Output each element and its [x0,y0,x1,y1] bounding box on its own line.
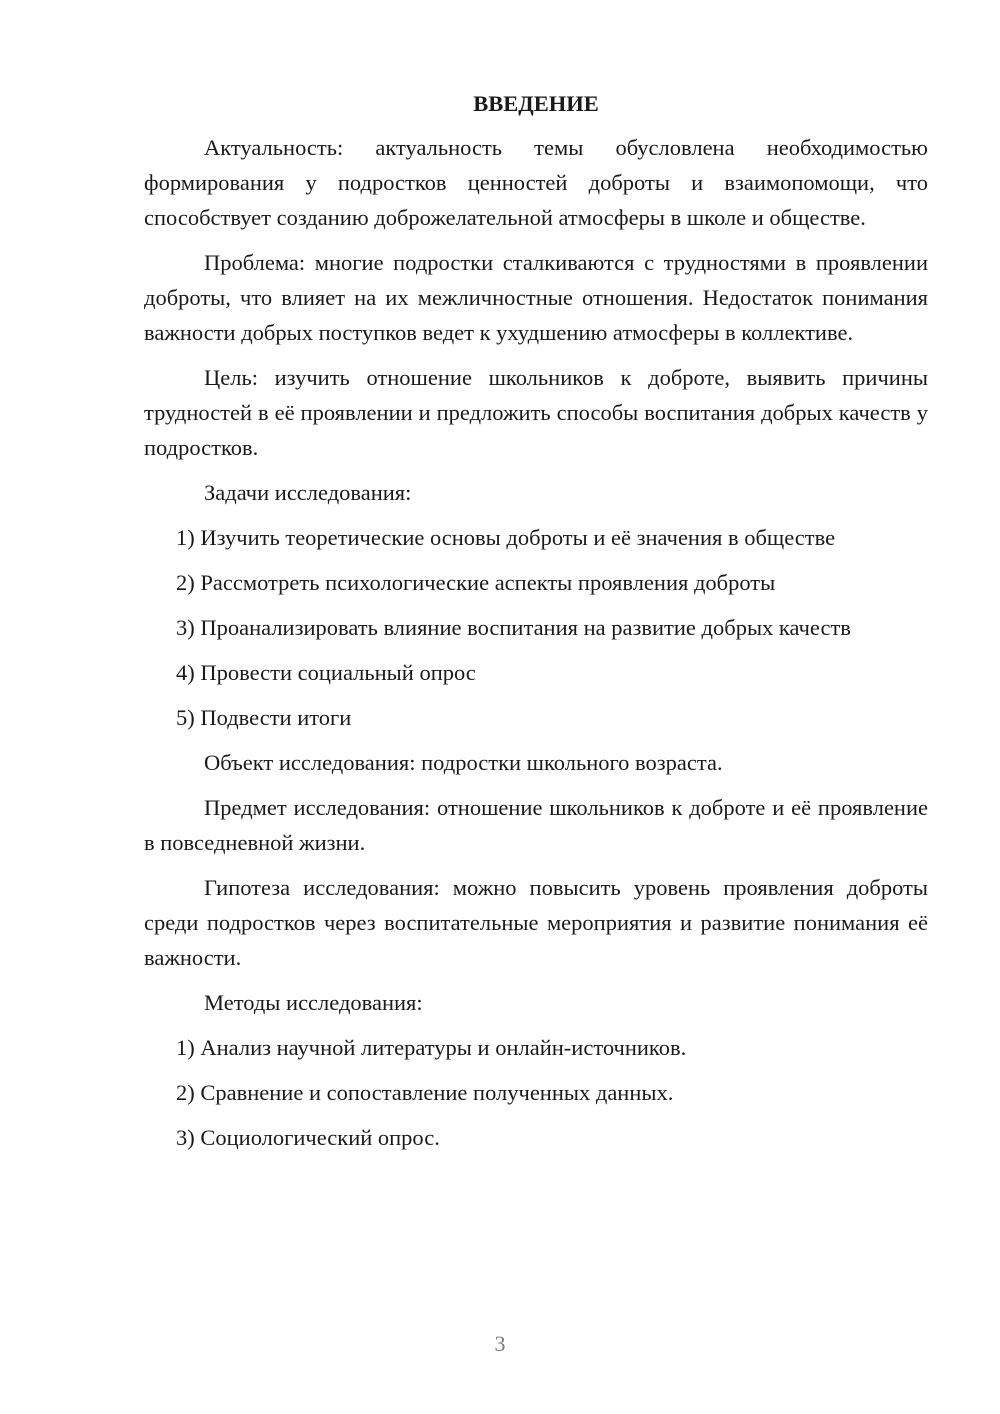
method-item: 3) Социологический опрос. [176,1125,440,1150]
methods-heading: Методы исследования: [204,990,423,1015]
subject-paragraph: Предмет исследования: отношение школьников к доброте и её проявление в повседневной жизни. [144,795,928,855]
problem-paragraph: Проблема: многие подростки сталкиваются с трудностями в проявлении доброты, что влияет на их межличностные отношения. Недостаток понимания важности добрых поступков ведет к ухудшению атмосферы в коллективе. [144,250,928,345]
task-item: 2) Рассмотреть психологические аспекты проявления доброты [176,570,776,595]
hypothesis-paragraph: Гипотеза исследования: можно повысить уровень проявления доброты среди подростков через воспитательные мероприятия и развитие понимания её важности. [144,875,928,970]
task-item: 1) Изучить теоретические основы доброты и её значения в обществе [176,525,836,550]
task-item: 5) Подвести итоги [176,705,352,730]
task-item: 3) Проанализировать влияние воспитания на развитие добрых качеств [176,615,851,640]
tasks-heading: Задачи исследования: [204,480,412,505]
goal-paragraph: Цель: изучить отношение школьников к доброте, выявить причины трудностей в её проявлении и предложить способы воспитания добрых качеств у подростков. [144,365,928,460]
method-item: 1) Анализ научной литературы и онлайн-источников. [176,1035,687,1060]
object-paragraph: Объект исследования: подростки школьного возраста. [204,750,723,775]
document-page [144,88,928,1165]
relevance-paragraph: Актуальность: актуальность темы обусловлена необходимостью формирования у подростков ценностей доброты и взаимопомощи, что способствует созданию доброжелательной атмосферы в школе и обществе. [144,135,928,230]
task-item: 4) Провести социальный опрос [176,660,476,685]
method-item: 2) Сравнение и сопоставление полученных данных. [176,1080,674,1105]
section-title: ВВЕДЕНИЕ [473,91,599,116]
page-number: 3 [494,1331,506,1356]
